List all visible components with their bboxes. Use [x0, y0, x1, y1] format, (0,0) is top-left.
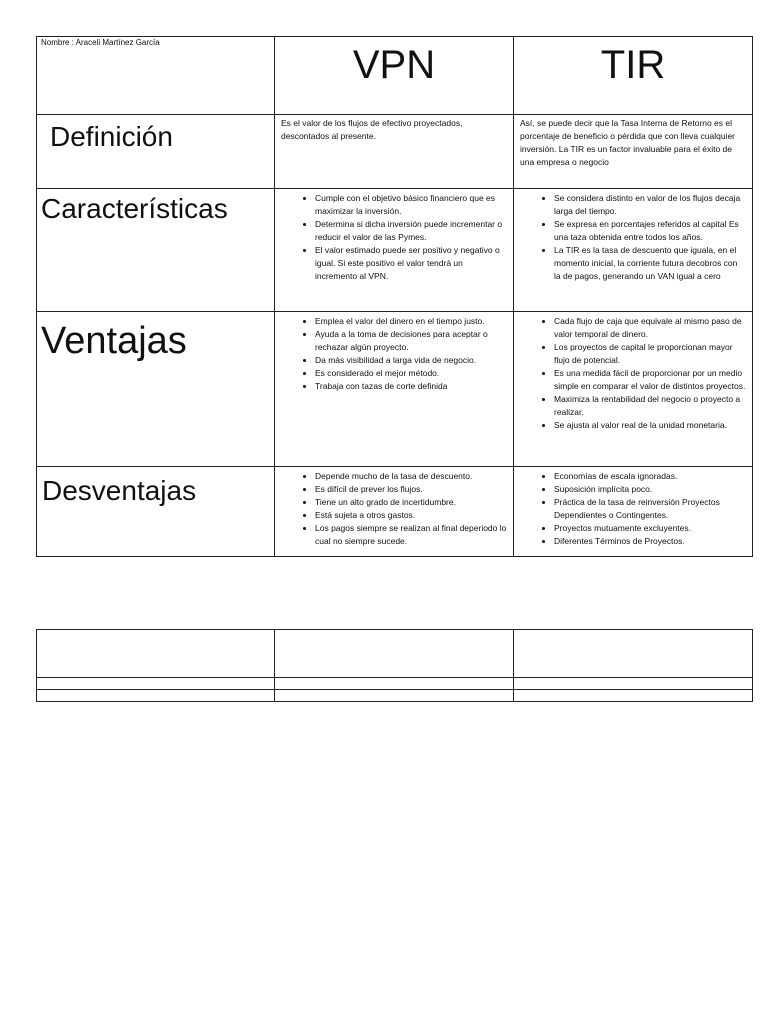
empty-table [36, 629, 753, 702]
list-item: • Emplea el valor del dinero en el tiempo justo. [315, 315, 507, 328]
list-item: • Da más visibilidad a larga vida de negocio. [315, 354, 507, 367]
list-item: • Diferentes Términos de Proyectos. [554, 535, 746, 548]
list-item: • Se considera distinto en valor de los flujos decaja larga del tiempo. [554, 192, 746, 218]
empty-row [37, 690, 753, 702]
list-item: • Proyectos mutuamente excluyentes. [554, 522, 746, 535]
comparison-table [36, 36, 753, 557]
vpn-desventajas [275, 467, 514, 557]
list-item: • Cumple con el objetivo básico financiero que es maximizar la inversión. [315, 192, 507, 218]
tir-definicion: Así, se puede decir que la Tasa Interna de Retorno es el porcentaje de beneficio o pérdida que con lleva cualquier inversión. La TIR es un factor invaluable para el éxito de una empresa o negocio [514, 115, 753, 189]
row-definicion [37, 115, 753, 189]
empty-cell [275, 678, 514, 690]
row-label-desventajas: Desventajas [37, 467, 275, 557]
empty-cell [275, 630, 514, 678]
list-item: • Se expresa en porcentajes referidos al capital Es una taza obtenida entre todos los años. [554, 218, 746, 244]
empty-cell [37, 678, 275, 690]
tir-caracteristicas-list [514, 189, 752, 283]
tir-ventajas [514, 312, 753, 467]
row-label-definicion: Definición [37, 115, 275, 189]
vpn-definicion: Es el valor de los flujos de efectivo proyectados, descontados al presente. [275, 115, 514, 189]
name-cell: Nombre : Araceli Martínez García [37, 37, 275, 115]
list-item: • Tiene un alto grado de incertidumbre. [315, 496, 507, 509]
list-item: • Determina si dicha inversión puede incrementar o reducir el valor de las Pymes. [315, 218, 507, 244]
row-ventajas [37, 312, 753, 467]
tir-ventajas-list [514, 312, 752, 432]
empty-cell [37, 690, 275, 702]
vpn-desventajas-list [275, 467, 513, 548]
empty-cell [514, 690, 753, 702]
tir-desventajas-list [514, 467, 752, 548]
list-item: • Cada flujo de caja que equivale al mismo paso de valor temporal de dinero. [554, 315, 746, 341]
empty-cell [275, 690, 514, 702]
tir-caracteristicas [514, 189, 753, 312]
list-item: • Trabaja con tazas de corte definida [315, 380, 507, 393]
list-item: • Ayuda a la toma de decisiones para aceptar o rechazar algún proyecto. [315, 328, 507, 354]
empty-cell [37, 630, 275, 678]
list-item: • Es una medida fácil de proporcionar por un medio simple en comparar el valor de distintos proyectos. [554, 367, 746, 393]
empty-row [37, 678, 753, 690]
tir-desventajas [514, 467, 753, 557]
list-item: • Los pagos siempre se realizan al final deperiodo lo cual no siempre sucede. [315, 522, 507, 548]
vpn-ventajas-list [275, 312, 513, 393]
list-item: • Maximiza la rentabilidad del negocio o proyecto a realizar. [554, 393, 746, 419]
vpn-caracteristicas [275, 189, 514, 312]
row-desventajas [37, 467, 753, 557]
list-item: • Se ajusta al valor real de la unidad monetaria. [554, 419, 746, 432]
list-item: • Está sujeta a otros gastos. [315, 509, 507, 522]
header-row [37, 37, 753, 115]
list-item: • Es considerado el mejor método. [315, 367, 507, 380]
vpn-ventajas [275, 312, 514, 467]
empty-row [37, 630, 753, 678]
row-caracteristicas [37, 189, 753, 312]
vpn-header: VPN [275, 37, 514, 115]
list-item: • Depende mucho de la tasa de descuento. [315, 470, 507, 483]
list-item: • El valor estimado puede ser positivo y negativo o igual. Si este positivo el valor tendrá un incremento al VPN. [315, 244, 507, 283]
list-item: • Economías de escala ignoradas. [554, 470, 746, 483]
row-label-caracteristicas: Características [37, 189, 275, 312]
list-item: • Suposición implícita poco. [554, 483, 746, 496]
list-item: • Es difícil de prever los flujos. [315, 483, 507, 496]
empty-cell [514, 678, 753, 690]
list-item: • Práctica de la tasa de reinversión Proyectos Dependientes o Contingentes. [554, 496, 746, 522]
empty-cell [514, 630, 753, 678]
row-label-ventajas: Ventajas [37, 312, 275, 467]
list-item: • La TIR es la tasa de descuento que iguala, en el momento inicial, la corriente futura decobros con la de pagos, generando un VAN igual a cero [554, 244, 746, 283]
tir-header: TIR [514, 37, 753, 115]
list-item: • Los proyectos de capital le proporcionan mayor flujo de potencial. [554, 341, 746, 367]
vpn-caracteristicas-list [275, 189, 513, 283]
